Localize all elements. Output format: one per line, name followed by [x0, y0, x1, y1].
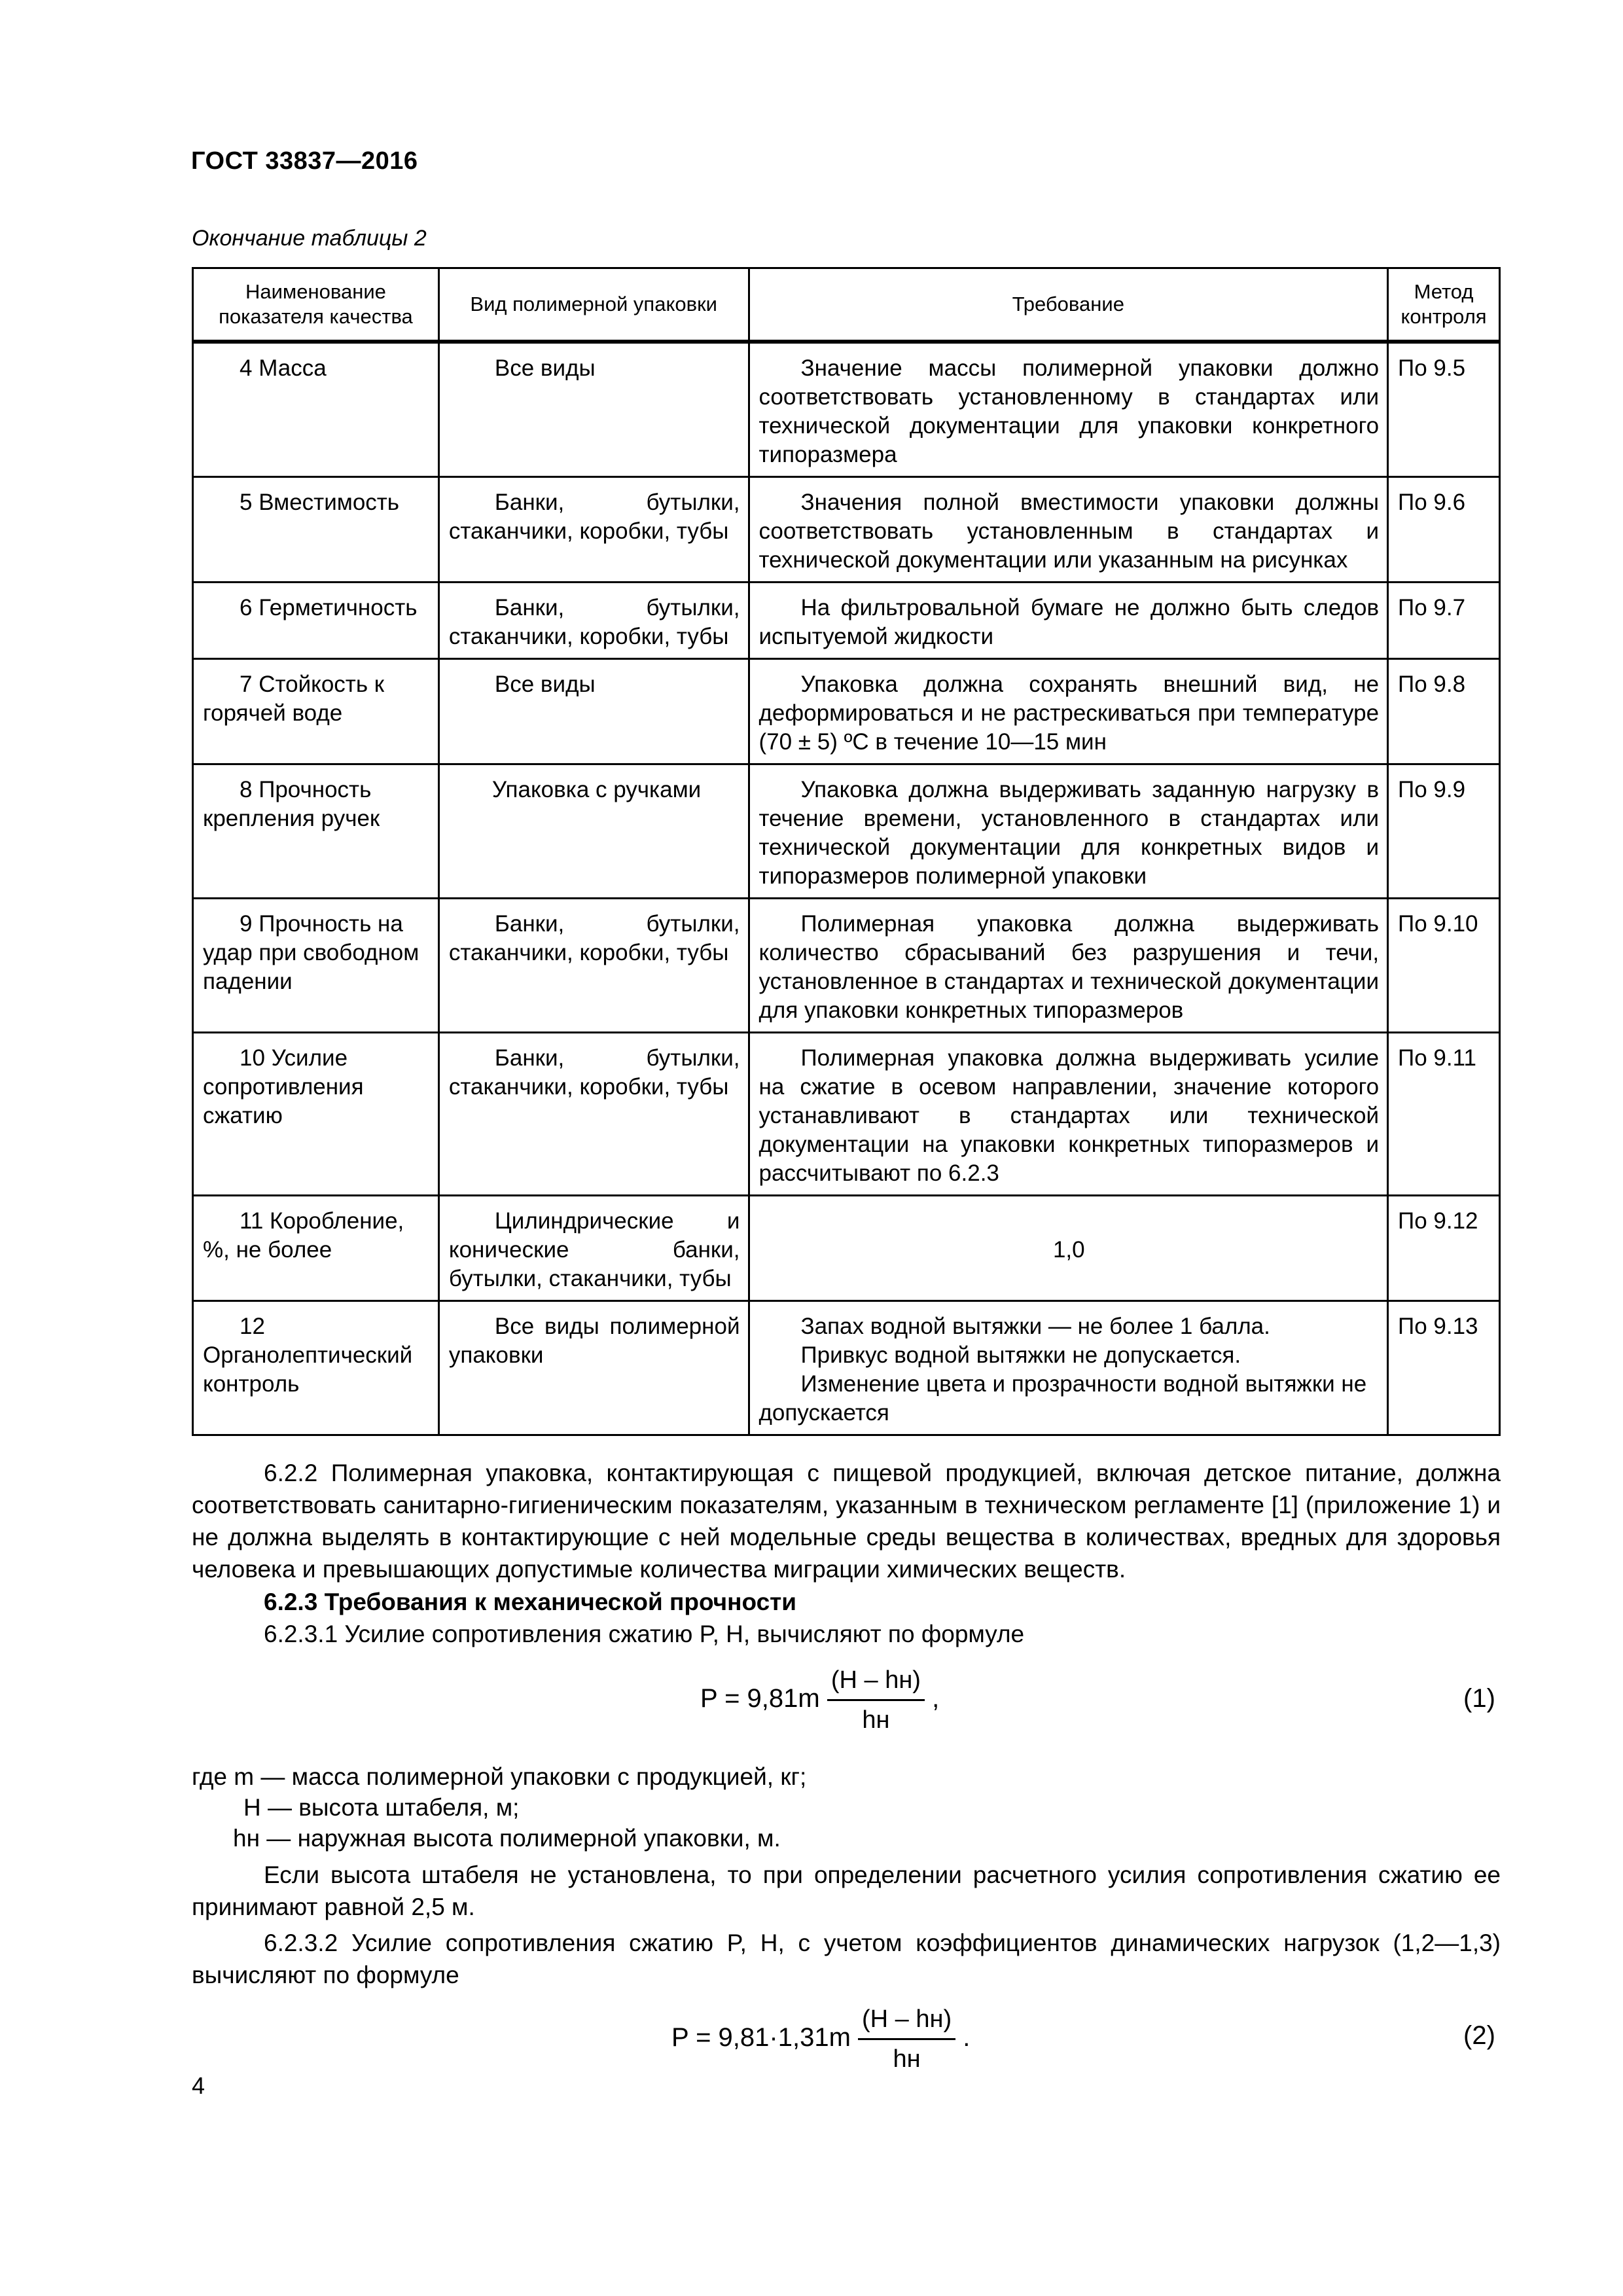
- paragraph-6-2-3-1: 6.2.3.1 Усилие сопротивления сжатию P, Н, вычисляют по формуле: [264, 1621, 1025, 1647]
- cell-requirement: Полимерная упаковка должна выдерживать количество сбрасываний без разрушения и течи, установленное в стандартах и технической документации для упаковки конкретных типоразмеров: [749, 898, 1388, 1032]
- section-heading-6-2-3: 6.2.3 Требования к механической прочности: [264, 1588, 797, 1615]
- cell-method: По 9.10: [1388, 898, 1500, 1032]
- cell-indicator: 10 Усилие сопротивления сжатию: [193, 1032, 439, 1195]
- cell-indicator: 12 Органолептический контроль: [193, 1300, 439, 1435]
- table-row: [193, 764, 1500, 898]
- cell-kind: Банки, бутылки, стаканчики, коробки, тубы: [438, 898, 749, 1032]
- formula-1-lhs: P = 9,81m: [700, 1684, 820, 1713]
- column-header-kind: Вид полимерной упаковки: [438, 268, 749, 342]
- cell-method: По 9.6: [1388, 476, 1500, 582]
- formula-2-number: (2): [1463, 2021, 1495, 2050]
- cell-indicator: 8 Прочность крепления ручек: [193, 764, 439, 898]
- table-row: [193, 476, 1500, 582]
- formula-1-tail: ,: [932, 1684, 940, 1713]
- requirement-line: Запах водной вытяжки — не более 1 балла.: [800, 1313, 1270, 1339]
- formula-2-lhs: P = 9,81·1,31m: [671, 2023, 851, 2053]
- formula-2-numerator: (H – hн): [858, 2003, 955, 2040]
- table-row: [193, 342, 1500, 477]
- table-caption: Окончание таблицы 2: [192, 226, 427, 251]
- formula-1-numerator: (H – hн): [827, 1664, 925, 1701]
- formula-1: [700, 1664, 939, 1736]
- cell-indicator: 6 Герметичность: [193, 582, 439, 658]
- cell-method: По 9.13: [1388, 1300, 1500, 1435]
- cell-requirement: [749, 1300, 1388, 1435]
- table-row: [193, 658, 1500, 764]
- cell-indicator: 5 Вместимость: [193, 476, 439, 582]
- where-line-hn: hн — наружная высота полимерной упаковки, м.: [233, 1825, 781, 1852]
- cell-method: По 9.12: [1388, 1195, 1500, 1300]
- table-row: [193, 1032, 1500, 1195]
- requirement-line: Изменение цвета и прозрачности водной вытяжки не допускается: [758, 1371, 1367, 1426]
- cell-kind: Все виды полимерной упаковки: [438, 1300, 749, 1435]
- column-header-indicator: Наименование показателя качества: [193, 268, 439, 342]
- page-number: 4: [192, 2072, 205, 2099]
- where-line-m: где m — масса полимерной упаковки с продукцией, кг;: [192, 1763, 807, 1790]
- cell-kind: Цилиндрические и конические банки, бутылки, стаканчики, тубы: [438, 1195, 749, 1300]
- requirement-line: Привкус водной вытяжки не допускается.: [800, 1342, 1241, 1368]
- cell-kind: Банки, бутылки, стаканчики, коробки, тубы: [438, 582, 749, 658]
- formula-1-denominator: hн: [862, 1706, 890, 1734]
- formula-1-fraction: [827, 1664, 925, 1736]
- cell-indicator: 11 Коробление, %, не более: [193, 1195, 439, 1300]
- formula-2-denominator: hн: [893, 2045, 921, 2073]
- table-row: [193, 1195, 1500, 1300]
- formula-2-fraction: [858, 2003, 955, 2075]
- cell-method: По 9.9: [1388, 764, 1500, 898]
- cell-indicator: 7 Стойкость к горячей воде: [193, 658, 439, 764]
- formula-1-number: (1): [1463, 1684, 1495, 1713]
- document-header: ГОСТ 33837—2016: [191, 147, 418, 175]
- cell-method: По 9.5: [1388, 342, 1500, 477]
- where-line-h: H — высота штабеля, м;: [243, 1794, 520, 1821]
- cell-kind: Все виды: [438, 658, 749, 764]
- cell-indicator: 4 Масса: [193, 342, 439, 477]
- paragraph-stack-height: Если высота штабеля не установлена, то при определении расчетного усилия сопротивления сжатию ее принимают равной 2,5 м.: [192, 1861, 1501, 1920]
- cell-method: По 9.11: [1388, 1032, 1500, 1195]
- table-row: [193, 898, 1500, 1032]
- cell-requirement: Значения полной вместимости упаковки должны соответствовать установленным в стандартах и технической документации или указанным на рисунках: [749, 476, 1388, 582]
- cell-kind: Все виды: [438, 342, 749, 477]
- formula-2-tail: .: [963, 2023, 971, 2053]
- cell-indicator: 9 Прочность на удар при свободном падении: [193, 898, 439, 1032]
- quality-table: [192, 267, 1501, 1436]
- column-header-requirement: Требование: [749, 268, 1388, 342]
- cell-requirement: Упаковка должна сохранять внешний вид, не деформироваться и не растрескиваться при температуре (70 ± 5) ºС в течение 10—15 мин: [749, 658, 1388, 764]
- cell-requirement: Полимерная упаковка должна выдерживать усилие на сжатие в осевом направлении, значение которого устанавливают в стандартах или технической документации на упаковки конкретных типоразмеров и рассчитывают по 6.2.3: [749, 1032, 1388, 1195]
- column-header-method: Метод контроля: [1388, 268, 1500, 342]
- cell-requirement: 1,0: [749, 1195, 1388, 1300]
- table-header-row: [193, 268, 1500, 342]
- cell-method: По 9.7: [1388, 582, 1500, 658]
- paragraph-6-2-2: 6.2.2 Полимерная упаковка, контактирующая с пищевой продукцией, включая детское питание, должна соответствовать санитарно-гигиеническим показателям, указанным в техническом регламенте [1] (приложение 1) и не должна выделять в контактирующие с ней модельные среды вещества в количествах, вредных для здоровья человека и превышающих допустимые количества миграции химических веществ.: [192, 1460, 1501, 1583]
- cell-requirement: Значение массы полимерной упаковки должно соответствовать установленному в стандартах или технической документации для упаковки конкретного типоразмера: [749, 342, 1388, 477]
- cell-kind: Упаковка с ручками: [438, 764, 749, 898]
- paragraph-6-2-3-2: 6.2.3.2 Усилие сопротивления сжатию P, Н, с учетом коэффициентов динамических нагрузок (1,2—1,3) вычисляют по формуле: [192, 1929, 1501, 1988]
- cell-kind: Банки, бутылки, стаканчики, коробки, тубы: [438, 1032, 749, 1195]
- cell-requirement: Упаковка должна выдерживать заданную нагрузку в течение времени, установленного в стандартах или технической документации для конкретных видов и типоразмеров полимерной упаковки: [749, 764, 1388, 898]
- table-row: [193, 582, 1500, 658]
- table-row: [193, 1300, 1500, 1435]
- cell-requirement: На фильтровальной бумаге не должно быть следов испытуемой жидкости: [749, 582, 1388, 658]
- cell-method: По 9.8: [1388, 658, 1500, 764]
- cell-kind: Банки, бутылки, стаканчики, коробки, тубы: [438, 476, 749, 582]
- formula-2: [671, 2003, 970, 2075]
